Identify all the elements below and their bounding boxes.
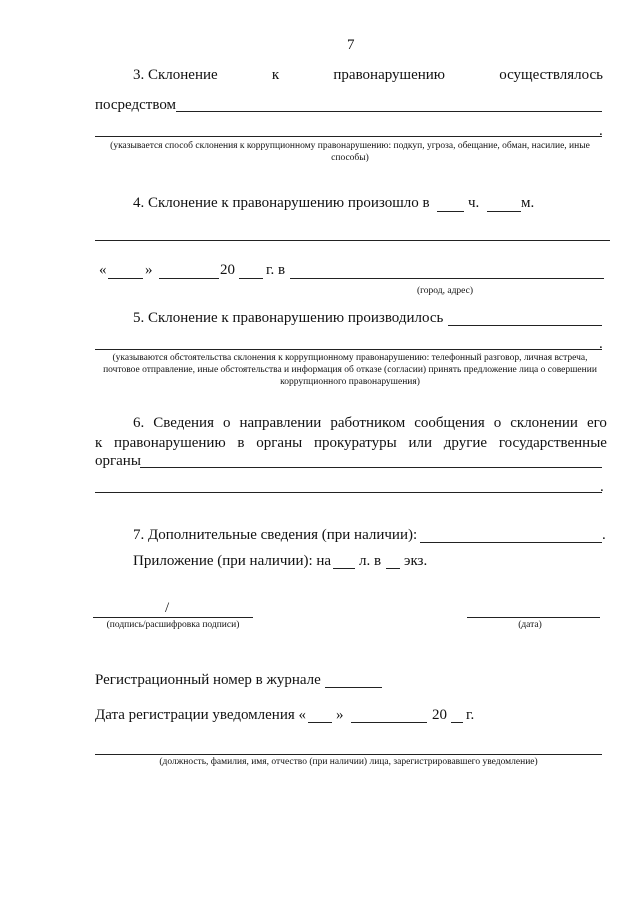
item3-word: осуществлялось (499, 67, 603, 83)
registration-year-prefix: 20 (432, 707, 447, 723)
signature-note: (подпись/расшифровка подписи) (106, 620, 240, 630)
item6-word: правонарушению (114, 435, 226, 451)
item3-line2-label: посредством (95, 97, 177, 113)
registration-day-field[interactable] (308, 722, 332, 723)
attachment-text-b: л. в (359, 553, 382, 569)
item3-word: правонарушению (333, 67, 446, 83)
place-field[interactable] (290, 278, 604, 279)
date-note: (дата) (518, 620, 542, 630)
item6-line1 (133, 415, 607, 432)
hours-field[interactable] (437, 211, 464, 212)
official-field[interactable] (95, 754, 602, 755)
item6-line2 (95, 435, 607, 452)
item3-word: к (271, 67, 280, 83)
registration-year-field[interactable] (451, 722, 463, 723)
item7-dot: . (602, 527, 606, 543)
item4-text: 4. Склонение к правонарушению произошло в (133, 195, 430, 211)
official-note: (должность, фамилия, имя, отчество (при наличии) лица, зарегистрировавшего уведомление) (159, 757, 538, 767)
item5-note: (указываются обстоятельства склонения к коррупционному правонарушению: телефонный разговор, личная встреча, почтовое отправление, иные обстоятельства и информация об отказе (согласии) принять предложение лица о совершении коррупционного правонарушения) (103, 353, 597, 387)
item3-fill-line-1[interactable] (176, 111, 602, 112)
item6-word: направлении (239, 415, 322, 431)
journal-number-label: Регистрационный номер в журнале (95, 672, 321, 688)
item6-word: к (95, 435, 103, 451)
item6-word: его (586, 415, 607, 431)
item6-word: о (222, 415, 231, 431)
item6-word: работником (330, 415, 406, 431)
item6-word: сообщения (414, 415, 485, 431)
item6-word: о (493, 415, 502, 431)
registration-date-label: Дата регистрации уведомления « (95, 707, 307, 723)
item6-word: органы (256, 435, 303, 451)
attachment-copies-field[interactable] (386, 568, 400, 569)
item3-fill-line-2[interactable] (95, 136, 602, 137)
item6-line3-label: органы (95, 453, 141, 469)
item5-fill-line-1[interactable] (448, 325, 602, 326)
page-number: 7 (347, 37, 355, 53)
signature-slash: / (165, 600, 170, 616)
item3-word: 3. Склонение (133, 67, 218, 83)
item3-note: (указывается способ склонения к коррупционному правонарушению: подкуп, угроза, обещание, обман, насилие, иные способы) (110, 141, 590, 163)
item7-fill-line[interactable] (420, 542, 602, 543)
place-note: (город, адрес) (416, 286, 474, 296)
registration-month-field[interactable] (351, 722, 427, 723)
date-open-quote: « (99, 262, 107, 278)
item6-word: склонении (510, 415, 578, 431)
date-close-quote: » (145, 262, 153, 278)
registration-year-suffix: г. (466, 707, 475, 723)
item6-word: государственные (498, 435, 607, 451)
item6-fill-line-1[interactable] (140, 467, 602, 468)
item5-text: 5. Склонение к правонарушению производилось (133, 310, 444, 326)
attachment-text-c: экз. (404, 553, 428, 569)
minutes-label: м. (521, 195, 535, 211)
item6-word: или (408, 435, 433, 451)
year-field[interactable] (239, 278, 263, 279)
year-suffix-in: г. в (266, 262, 286, 278)
attachment-text-a: Приложение (при наличии): на (133, 553, 332, 569)
day-field[interactable] (108, 278, 143, 279)
year-prefix: 20 (220, 262, 235, 278)
item6-fill-line-2[interactable] (95, 492, 602, 493)
item3-dot: . (599, 123, 603, 139)
item7-text: 7. Дополнительные сведения (при наличии): (133, 527, 418, 543)
minutes-field[interactable] (487, 211, 521, 212)
item3-line1 (133, 67, 603, 84)
item6-word: другие (443, 435, 488, 451)
journal-number-field[interactable] (325, 687, 382, 688)
attachment-sheets-field[interactable] (333, 568, 355, 569)
date-field[interactable] (467, 617, 600, 618)
item6-word: прокуратуры (313, 435, 397, 451)
item4-fill-line[interactable] (95, 240, 610, 241)
registration-date-close: » (336, 707, 344, 723)
month-field[interactable] (159, 278, 219, 279)
hours-label: ч. (468, 195, 480, 211)
signature-field[interactable] (93, 617, 253, 618)
item6-dot: . (600, 479, 604, 495)
item5-dot: . (599, 336, 603, 352)
item5-fill-line-2[interactable] (95, 349, 602, 350)
item6-word: в (237, 435, 245, 451)
item6-word: 6. (133, 415, 145, 431)
item6-word: Сведения (153, 415, 214, 431)
